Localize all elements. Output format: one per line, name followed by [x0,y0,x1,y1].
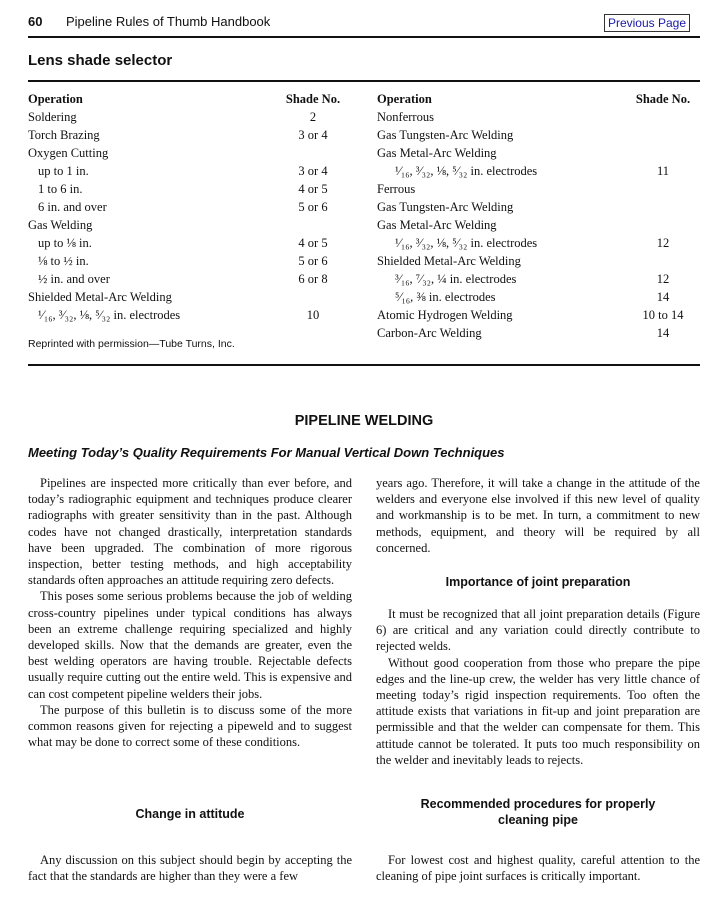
subheading-joint-preparation: Importance of joint preparation [445,575,631,589]
table-top-rule [28,80,700,82]
shade-cell [626,252,700,270]
operation-cell: ¹⁄₁₆, ³⁄₃₂, ⅛, ⁵⁄₃₂ in. electrodes [38,308,181,322]
shade-cell: 3 or 4 [298,128,328,142]
operation-cell: ½ in. and over [38,272,110,286]
table-row [377,270,700,288]
table-row [377,198,700,216]
table-row [377,306,700,324]
operation-cell: up to 1 in. [38,164,89,178]
shade-cell: 5 or 6 [298,254,328,268]
paragraph: Pipelines are inspected more critically than ever before, and today’s radiographic equipment and techniques produce clearer radiographs with greater sensitivity than in the past. Although codes have not changed drastically, interpretation standards have been upgraded. The combination of more rigorous inspection, better testing methods, and high acceptability standards often approaches an attitude requiring zero defects. [28,476,352,588]
paragraph: This poses some serious problems because the job of welding cross-country pipelines under typical conditions has always been an extreme challenge requiring specialized and highly developed skills. Now that the demands are greater, even the best welding operators are having trouble. Rejectable defects usually require cutting out the entire weld. This is expensive and can cost competent pipeline welders their jobs. [28,589,352,701]
table-row [28,216,348,234]
table-row [28,234,348,252]
operation-cell: Gas Welding [28,218,93,232]
book-title: Pipeline Rules of Thumb Handbook [66,14,271,29]
operation-cell: Shielded Metal-Arc Welding [377,254,521,268]
table-row [377,216,700,234]
table-header-row [28,90,348,108]
paragraph: Without good cooperation from those who prepare the pipe edges and the line-up crew, the welder has very little chance of meeting today’s rigid inspection requirements. Too often the attitude exists that variations in fit-up and joint preparation are permissible and that the welder can compensate for them. This attitude cannot be tolerated. It puts too much responsibility on the welder and inevitably leads to rejects. [376,655,700,767]
table-row [28,198,348,216]
article-left-column [28,475,352,750]
shade-cell: 5 or 6 [298,200,328,214]
shade-cell: 10 to 14 [642,308,684,322]
shade-table-left [28,90,348,324]
operation-cell: Oxygen Cutting [28,146,109,160]
article-right-column-middle [376,606,700,768]
article-title: PIPELINE WELDING [294,413,434,429]
shade-cell [278,288,348,306]
shade-cell: 11 [656,164,670,178]
page-number: 60 [28,14,43,29]
table-row [377,162,700,180]
table-row [28,162,348,180]
table-row [28,270,348,288]
shade-cell: 4 or 5 [298,236,328,250]
operation-cell: ¹⁄₁₆, ³⁄₃₂, ⅛, ⁵⁄₃₂ in. electrodes [395,164,538,178]
article-right-column [376,475,700,556]
shade-cell: 4 or 5 [298,182,328,196]
operation-cell: 1 to 6 in. [38,182,83,196]
article-subtitle: Meeting Today’s Quality Requirements For Manual Vertical Down Techniques [28,445,505,460]
table-row [377,324,700,342]
previous-page-button[interactable]: Previous Page [604,14,690,32]
table-row [28,252,348,270]
shade-cell: 6 or 8 [298,272,328,286]
operation-cell: ⁵⁄₁₆, ⅜ in. electrodes [395,290,496,304]
column-header-operation: Operation [28,92,83,106]
section-title: Lens shade selector [28,52,173,69]
column-header-shade: Shade No. [285,92,341,106]
table-bottom-rule [28,364,700,366]
table-row [377,144,700,162]
table-credit: Reprinted with permission—Tube Turns, Inc. [28,338,235,350]
operation-cell: Gas Tungsten-Arc Welding [377,128,514,142]
paragraph: Any discussion on this subject should begin by accepting the fact that the standards are higher than they were a few [28,853,352,884]
operation-cell: ³⁄₁₆, ⁷⁄₃₂, ¼ in. electrodes [395,272,517,286]
table-row [377,180,700,198]
shade-table-right [377,90,700,342]
operation-cell: Gas Metal-Arc Welding [377,146,497,160]
shade-cell: 12 [656,236,670,250]
subheading-line: Recommended procedures for properly [420,797,656,811]
operation-cell: Carbon-Arc Welding [377,326,482,340]
table-row [28,108,348,126]
shade-cell [626,198,700,216]
table-row [28,180,348,198]
shade-cell: 14 [656,326,670,340]
operation-cell: Atomic Hydrogen Welding [377,308,513,322]
operation-cell: ¹⁄₁₆, ³⁄₃₂, ⅛, ⁵⁄₃₂ in. electrodes [395,236,538,250]
subheading-line: cleaning pipe [498,813,578,827]
operation-cell: Gas Tungsten-Arc Welding [377,200,514,214]
operation-cell: Shielded Metal-Arc Welding [28,290,172,304]
subheading-change-in-attitude: Change in attitude [135,807,245,821]
paragraph: The purpose of this bulletin is to discuss some of the more common reasons given for rejecting a pipeweld and to suggest what may be done to correct some of these conditions. [28,702,352,750]
shade-cell [278,216,348,234]
operation-cell: up to ⅛ in. [38,236,92,250]
column-header-operation: Operation [377,92,432,106]
table-row [28,126,348,144]
table-row [377,234,700,252]
table-row [28,288,348,306]
operation-cell: ⅛ to ½ in. [38,254,89,268]
column-header-shade: Shade No. [635,92,691,106]
shade-cell [626,216,700,234]
paragraph: For lowest cost and highest quality, careful attention to the cleaning of pipe joint surfaces is critically important. [376,853,700,884]
operation-cell: 6 in. and over [38,200,107,214]
operation-cell: Nonferrous [377,110,434,124]
paragraph: It must be recognized that all joint preparation details (Figure 6) are critical and any variation could directly contribute to rejected welds. [376,607,700,654]
header-rule [28,36,700,38]
shade-cell [626,180,700,198]
shade-cell: 12 [656,272,670,286]
shade-cell [626,144,700,162]
table-row [377,108,700,126]
shade-cell [278,144,348,162]
table-row [28,144,348,162]
operation-cell: Gas Metal-Arc Welding [377,218,497,232]
article-left-column-end [28,852,352,884]
table-header-row [377,90,700,108]
shade-cell [626,126,700,144]
shade-cell: 3 or 4 [298,164,328,178]
subheading-cleaning-pipe [376,796,700,828]
table-row [377,252,700,270]
shade-cell [626,108,700,126]
operation-cell: Ferrous [377,182,416,196]
shade-cell: 10 [306,308,320,322]
operation-cell: Soldering [28,110,77,124]
article-right-column-end [376,852,700,884]
table-row [28,306,348,324]
shade-cell: 14 [656,290,670,304]
paragraph: years ago. Therefore, it will take a change in the attitude of the welders and everyone else involved if this new level of quality and workmanship is to be met. In turn, a commitment to new methods, equipment, and theory will be required by all concerned. [376,476,700,555]
shade-cell: 2 [309,110,317,124]
table-row [377,126,700,144]
operation-cell: Torch Brazing [28,128,100,142]
table-row [377,288,700,306]
